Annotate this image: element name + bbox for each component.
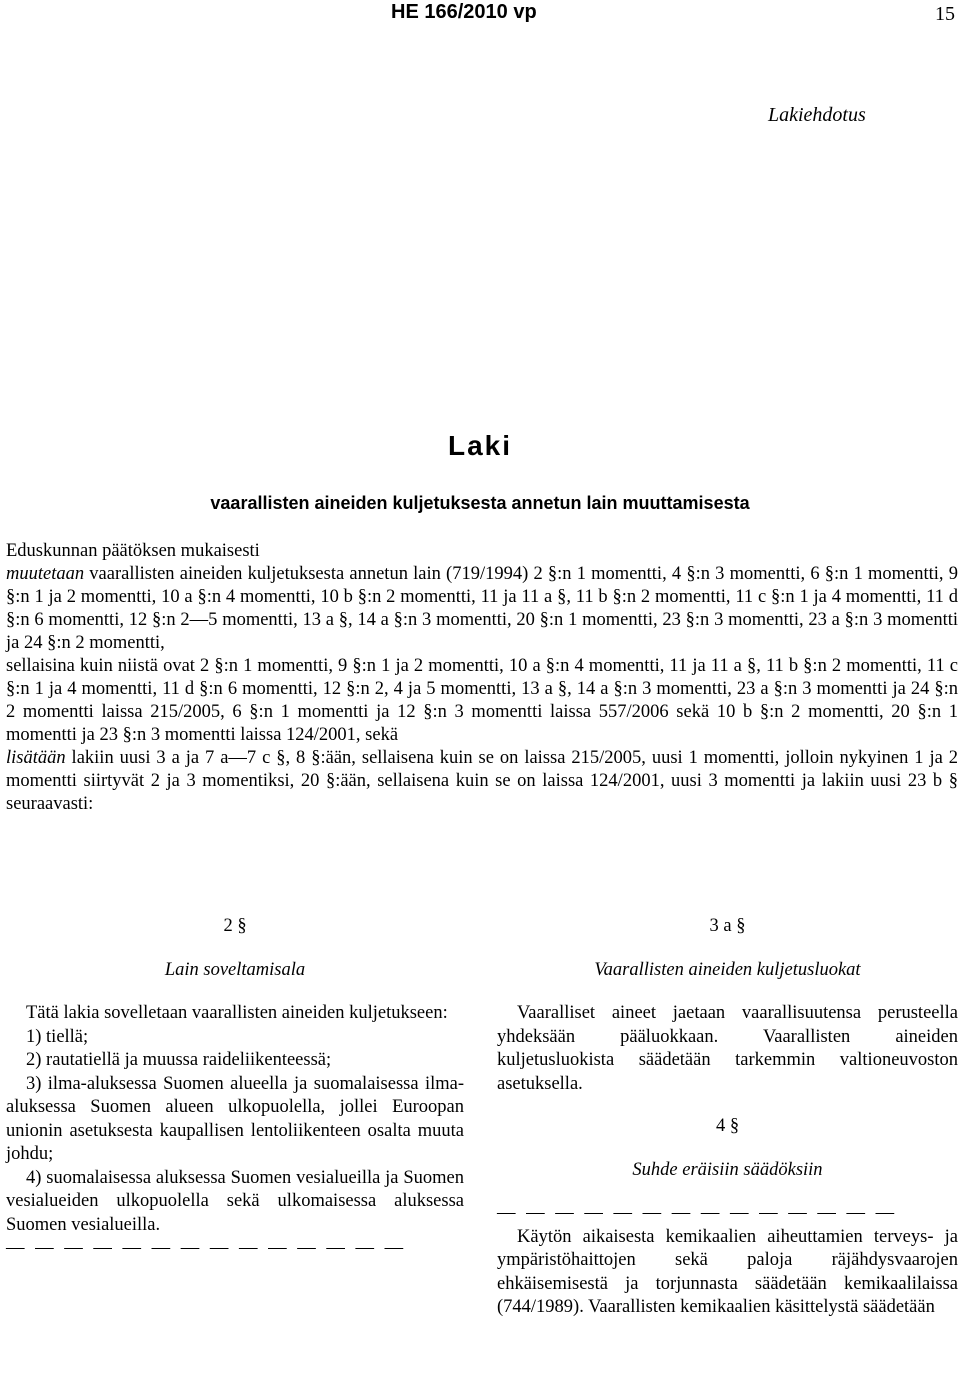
- document-id: HE 166/2010 vp: [391, 1, 537, 23]
- section-intro: Tätä lakia sovelletaan vaarallisten aineiden kuljetukseen:: [26, 1003, 448, 1023]
- law-title: Laki: [447, 430, 513, 461]
- enactment-clause: [6, 540, 958, 816]
- amend-keyword: muutetaan: [6, 564, 85, 584]
- page-number: 15: [935, 3, 955, 25]
- such-paragraph: sellaisina kuin niistä ovat 2 §:n 1 momentti, 9 §:n 1 ja 2 momentti, 10 a §:n 4 momentti, 11 ja 11 a §, 11 b §:n 2 momentti, 11 c §:n 1 ja 4 momentti, 11 d §:n 6 momentti, 12 §:n 2, 4 ja 5 momentti, 13 a §, 14 a §:n 3 momentti, 23 a §:n 3 momentti ja 24 §:n 2 momentti laissa 215/2005, 6 §:n 1 momentti ja 12 §:n 3 momentti laissa 557/2006 sekä 10 b §:n 2 momentti, 20 §:n 1 momentti ja 23 §:n 3 momentti laissa 124/2001, sekä: [6, 656, 958, 745]
- right-column: [497, 915, 958, 1320]
- omission-dashes: — — — — — — — — — — — — — —: [497, 1203, 898, 1223]
- section-text: Käytön aikaisesta kemikaalien aiheuttamien terveys- ja ympäristöhaittojen sekä paloja räjähdysvaarojen ehkäisemisestä ja torjunnasta säädetään kemikaalilaissa (744/1989). Vaarallisten kemikaalien käsittelystä säädetään: [497, 1226, 958, 1317]
- section-number: 4 §: [715, 1116, 740, 1136]
- section-heading: Lain soveltamisala: [164, 959, 306, 980]
- section-heading: Vaarallisten aineiden kuljetusluokat: [594, 959, 861, 980]
- list-item: 4) suomalaisessa aluksessa Suomen vesialueilla ja Suomen vesialueiden ulkopuolella sekä ulkomaisessa aluksessa Suomen vesialueilla.: [6, 1167, 464, 1235]
- section-heading: Suhde eräisiin säädöksiin: [632, 1159, 823, 1180]
- proposal-label: Lakiehdotus: [768, 104, 866, 126]
- add-paragraph: [6, 747, 958, 816]
- list-item: 1) tiellä;: [26, 1026, 89, 1047]
- law-subtitle: vaarallisten aineiden kuljetuksesta annetun lain muuttamisesta: [210, 493, 750, 513]
- section-number: 2 §: [223, 916, 247, 936]
- section-text: Vaaralliset aineet jaetaan vaarallisuutensa perusteella yhdeksään pääluokkaan. Vaarallisten aineiden kuljetusluokista säädetään tarkemmin valtioneuvoston asetuksella.: [497, 1003, 958, 1094]
- omission-dashes: — — — — — — — — — — — — — —: [6, 1238, 407, 1258]
- enactment-opening: Eduskunnan päätöksen mukaisesti: [6, 541, 260, 561]
- add-text: lakiin uusi 3 a ja 7 a—7 c §, 8 §:ään, sellaisena kuin se on laissa 215/2005, uusi 1 momentti, jolloin nykyinen 1 ja 2 momentti siirtyvät 2 ja 3 momentiksi, 20 §:ään, sellaisena kuin se on laissa 124/2001, uusi 3 momentti ja lakiin uusi 23 b § seuraavasti:: [6, 748, 958, 814]
- amend-text: vaarallisten aineiden kuljetuksesta annetun lain (719/1994) 2 §:n 1 momentti, 4 §:n 3 momentti, 6 §:n 1 momentti, 9 §:n 1 ja 2 momentti, 10 a §:n 4 momentti, 10 b §:n 2 momentti, 11 ja 11 a §, 11 b §:n 2 momentti, 11 c §:n 1 ja 4 momentti, 11 d §:n 6 momentti, 12 §:n 2—5 momentti, 13 a §, 14 a §:n 3 momentti, 20 §:n 1 momentti, 23 §:n 3 momentti, 23 a §:n 3 momentti ja 24 §:n 2 momentti,: [6, 564, 958, 653]
- amend-paragraph: [6, 563, 958, 655]
- list-item: 2) rautatiellä ja muussa raideliikenteessä;: [26, 1050, 332, 1070]
- list-item: 3) ilma-aluksessa Suomen alueella ja suomalaisessa ilma-aluksessa Suomen alueen ulkopuolella, jollei Euroopan unionin asetuksesta kaupallisen lentoliikenteen osalta muuta johdu;: [6, 1073, 464, 1164]
- add-keyword: lisätään: [6, 748, 66, 768]
- left-column: [6, 915, 464, 1261]
- section-number: 3 a §: [709, 916, 746, 936]
